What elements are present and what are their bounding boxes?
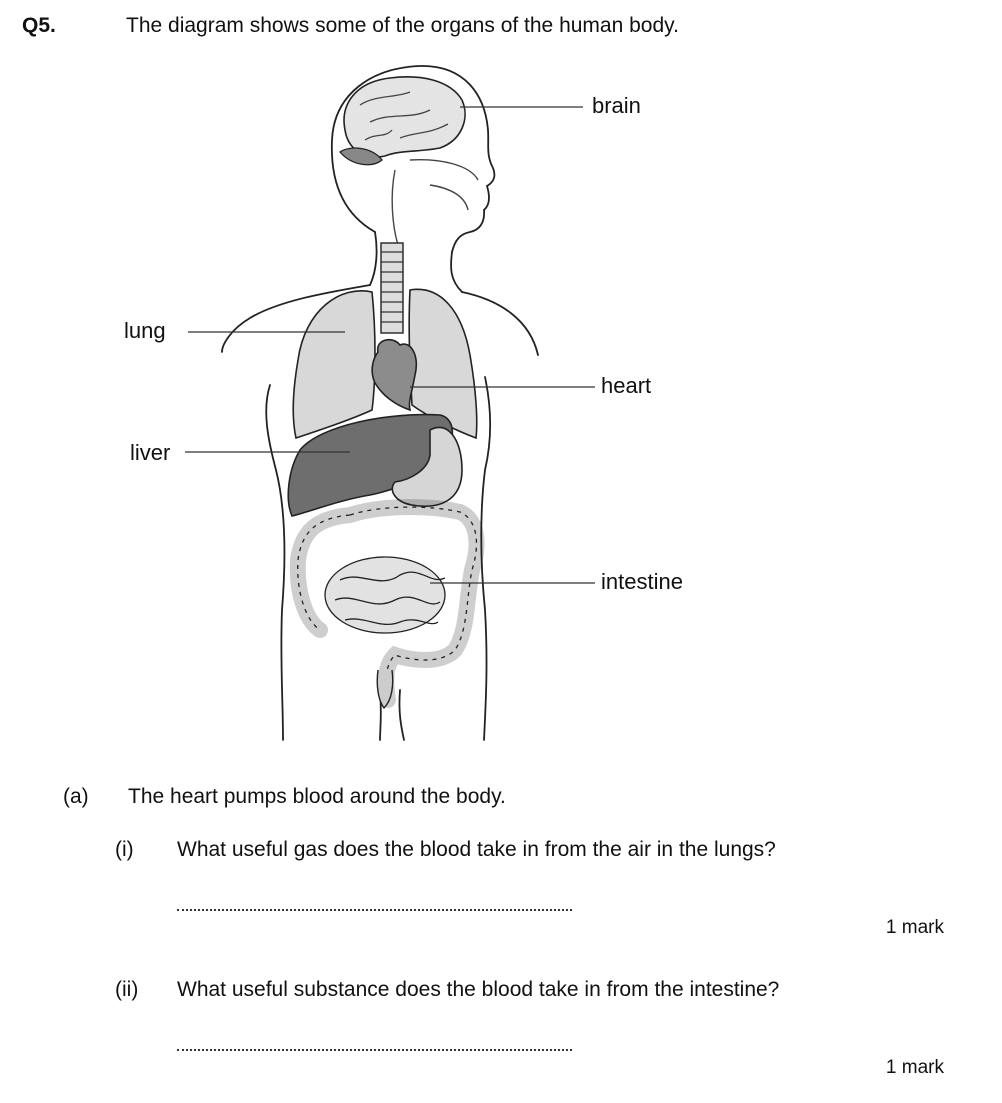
label-intestine: intestine: [601, 569, 683, 594]
airway: [392, 160, 478, 245]
body-outline: [222, 66, 538, 740]
answer-line-ii[interactable]: [177, 1049, 572, 1051]
label-lung: lung: [124, 318, 166, 343]
small-intestine: [325, 557, 445, 633]
brain-organ: [340, 77, 465, 165]
label-heart: heart: [601, 373, 652, 398]
trachea: [381, 243, 403, 333]
answer-line-i[interactable]: [177, 909, 572, 911]
part-a-label: (a): [63, 785, 89, 808]
heart-organ: [372, 340, 416, 410]
sub-ii-label: (ii): [115, 978, 139, 1001]
sub-ii-question: What useful substance does the blood take in from the intestine?: [177, 978, 780, 1001]
mark-allocation-i: 1 mark: [885, 917, 944, 938]
part-a-text: The heart pumps blood around the body.: [128, 785, 506, 808]
label-liver: liver: [130, 440, 171, 465]
question-intro: The diagram shows some of the organs of the human body.: [126, 14, 679, 37]
sub-i-question: What useful gas does the blood take in from the air in the lungs?: [177, 838, 776, 861]
label-brain: brain: [592, 93, 641, 118]
question-number: Q5.: [22, 14, 56, 37]
mark-allocation-ii: 1 mark: [885, 1057, 944, 1078]
sub-i-label: (i): [115, 838, 134, 861]
